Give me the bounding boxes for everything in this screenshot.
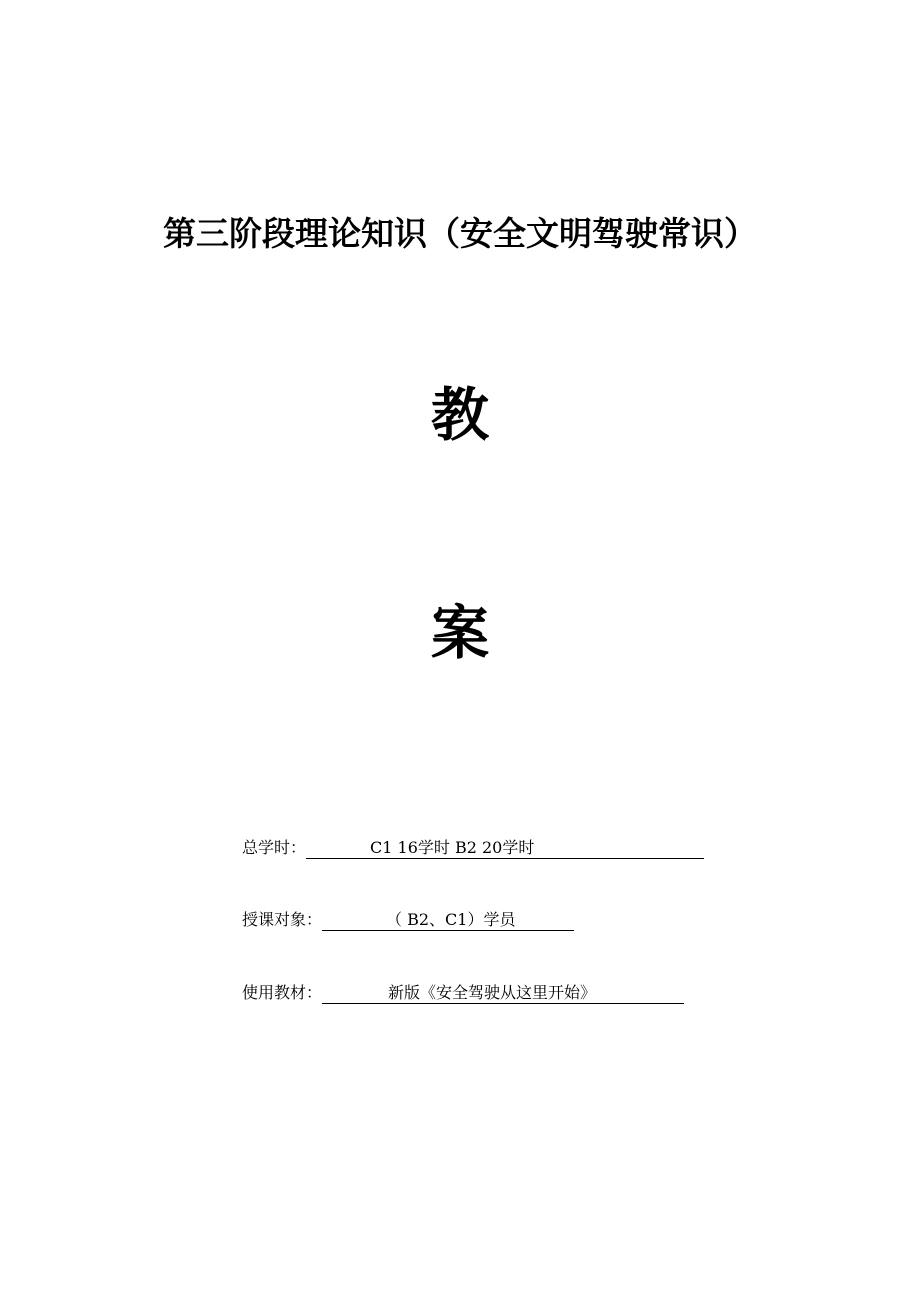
textbook-label: 使用教材： xyxy=(242,983,323,1002)
total-hours-label: 总学时： xyxy=(242,838,307,857)
audience-field xyxy=(242,908,574,932)
document-title: 第三阶段理论知识（安全文明驾驶常识） xyxy=(163,214,757,253)
audience-label: 授课对象： xyxy=(242,910,323,929)
textbook-field xyxy=(242,981,684,1005)
total-hours-value: C1 16学时 B2 20学时 xyxy=(306,836,704,859)
heading-char-an: 案 xyxy=(430,599,489,667)
total-hours-field xyxy=(242,836,704,860)
textbook-value: 新版《安全驾驶从这里开始》 xyxy=(322,981,684,1004)
heading-char-jiao: 教 xyxy=(430,381,489,449)
audience-value: （ B2、C1）学员 xyxy=(322,908,574,931)
